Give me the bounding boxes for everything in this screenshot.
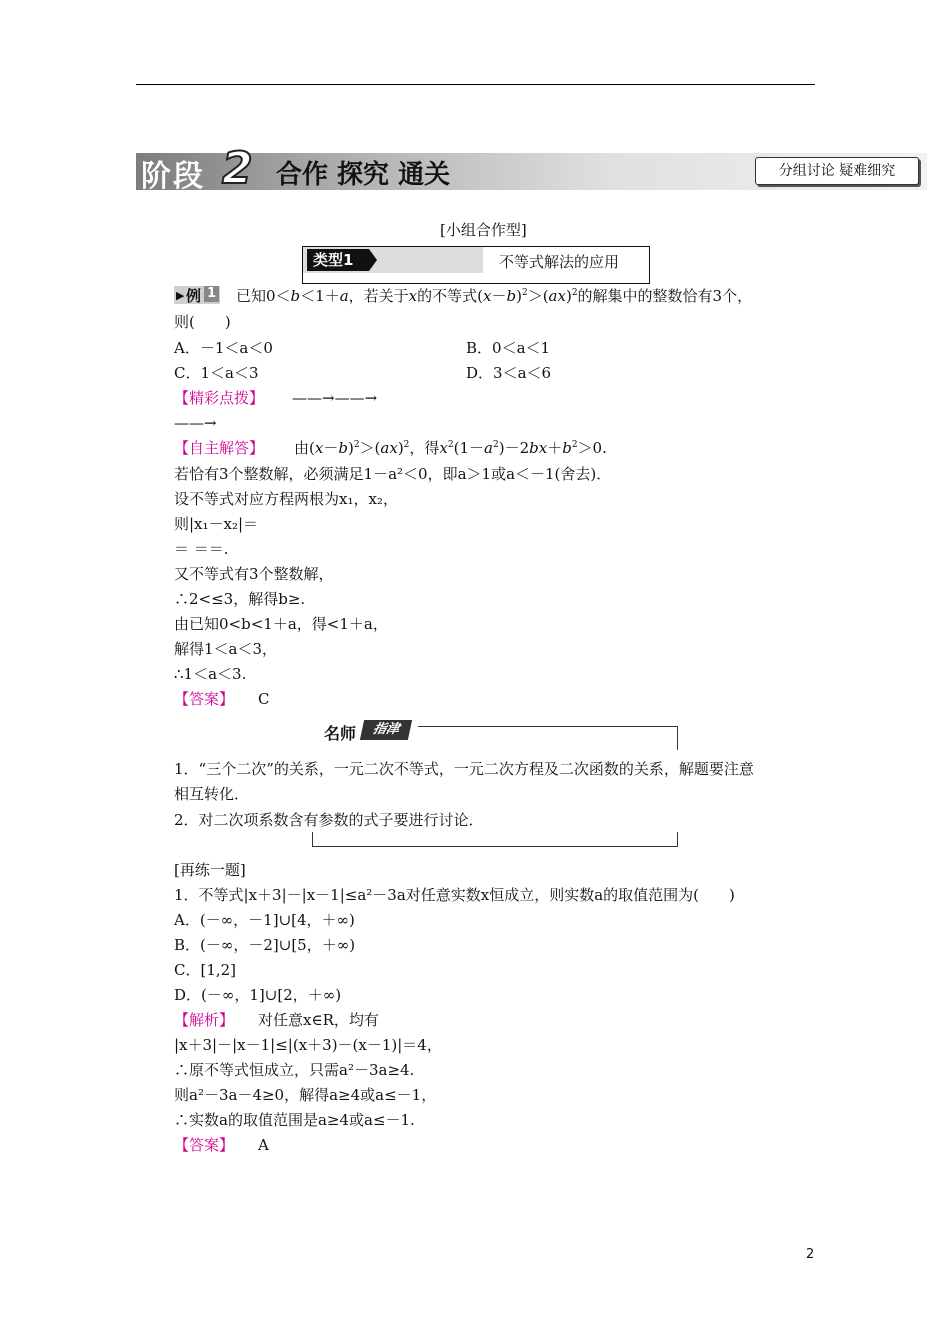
hint-arrows: ——→——→ <box>292 389 378 407</box>
practice-answer-value: A <box>258 1136 269 1154</box>
banner-stage-number: 2 <box>222 143 253 194</box>
analysis-line: ∴原不等式恒成立，只需a²－3a≥4. <box>174 1061 415 1079</box>
example-label: 例 <box>186 287 202 305</box>
tip-item: 相互转化． <box>174 785 250 803</box>
solution-line: 又不等式有3个整数解， <box>174 565 334 583</box>
option-b: B．0＜a＜1 <box>466 339 551 357</box>
solution-line: 设不等式对应方程两根为x₁，x₂， <box>174 490 398 508</box>
practice-answer-label: 【答案】 <box>174 1136 235 1154</box>
practice-option-a: A．(－∞，－1]∪[4，＋∞) <box>174 911 355 929</box>
tip-chip: 指津 <box>360 720 412 740</box>
type-tag: 类型1 <box>307 249 369 271</box>
solution-line: ∴2<≤3，解得b≥. <box>174 590 306 608</box>
tip-box-bottom-rule <box>312 846 678 847</box>
triangle-icon: ▶ <box>176 289 185 302</box>
analysis-label: 【解析】 <box>174 1011 235 1029</box>
analysis-line: ∴实数a的取值范围是a≥4或a≤－1. <box>174 1111 415 1129</box>
tip-item: 2．对二次项系数含有参数的式子要进行讨论． <box>174 811 484 829</box>
solution-line: 则|x₁－x₂|＝ <box>174 515 259 533</box>
banner-stage-label: 阶段 <box>141 159 205 194</box>
option-d: D．3＜a＜6 <box>466 364 552 382</box>
header-rule <box>136 84 815 85</box>
solution-line: ＝ ＝＝. <box>174 540 229 558</box>
solution-line: 若恰有3个整数解，必须满足1－a²＜0，即a＞1或a＜－1(舍去)． <box>174 465 612 483</box>
answer-value: C <box>258 690 270 708</box>
practice-option-b: B．(－∞，－2]∪[5，＋∞) <box>174 936 356 954</box>
solution-line: 解得1＜a＜3， <box>174 640 278 658</box>
practice-label: [再练一题] <box>174 861 246 879</box>
option-c: C．1＜a＜3 <box>174 364 259 382</box>
type-title: 不等式解法的应用 <box>499 253 620 271</box>
example-stem-line2: 则( ) <box>174 313 231 331</box>
tip-item: 1．“三个二次”的关系，一元二次不等式，一元二次方程及二次函数的关系，解题要注意 <box>174 760 754 778</box>
page-number: 2 <box>806 1247 815 1262</box>
option-a: A．－1＜a＜0 <box>174 339 273 357</box>
solution-line: ∴1＜a＜3. <box>174 665 247 683</box>
solution-first-line: 由$(x-b)^2>(ax)^2$，得$x^2(1-a^2)-2bx+b^2>0$. <box>294 439 607 457</box>
analysis-first-line: 对任意x∈R，均有 <box>258 1011 379 1029</box>
section-type-label: [小组合作型] <box>440 221 527 239</box>
analysis-line: 则a²－3a－4≥0，解得a≥4或a≤－1， <box>174 1086 437 1104</box>
practice-option-d: D．(－∞，1]∪[2，＋∞) <box>174 986 342 1004</box>
banner-tag: 分组讨论 疑难细究 <box>755 157 919 185</box>
hint-arrows-2: ——→ <box>174 414 217 432</box>
solution-line: 由已知0<b<1＋a，得<1＋a， <box>174 615 388 633</box>
tip-box-top-rule <box>418 726 678 727</box>
hint-label: 【精彩点拨】 <box>174 389 265 407</box>
banner-title: 合作 探究 通关 <box>276 160 451 190</box>
answer-label: 【答案】 <box>174 690 235 708</box>
example-stem: 已知0＜b＜1＋a，若关于x的不等式$(x-b)^2>(ax)^2$的解集中的整数恰有3个， <box>236 287 753 305</box>
analysis-line: |x＋3|－|x－1|≤|(x＋3)－(x－1)|＝4， <box>174 1036 442 1054</box>
example-number: 1 <box>204 286 219 302</box>
type-box <box>302 246 650 284</box>
solution-label: 【自主解答】 <box>174 439 265 457</box>
tip-heading: 名师 <box>324 724 357 743</box>
practice-stem: 1．不等式|x＋3|－|x－1|≤a²－3a对任意实数x恒成立，则实数a的取值范围为( ) <box>174 886 735 904</box>
practice-option-c: C．[1,2] <box>174 961 237 979</box>
